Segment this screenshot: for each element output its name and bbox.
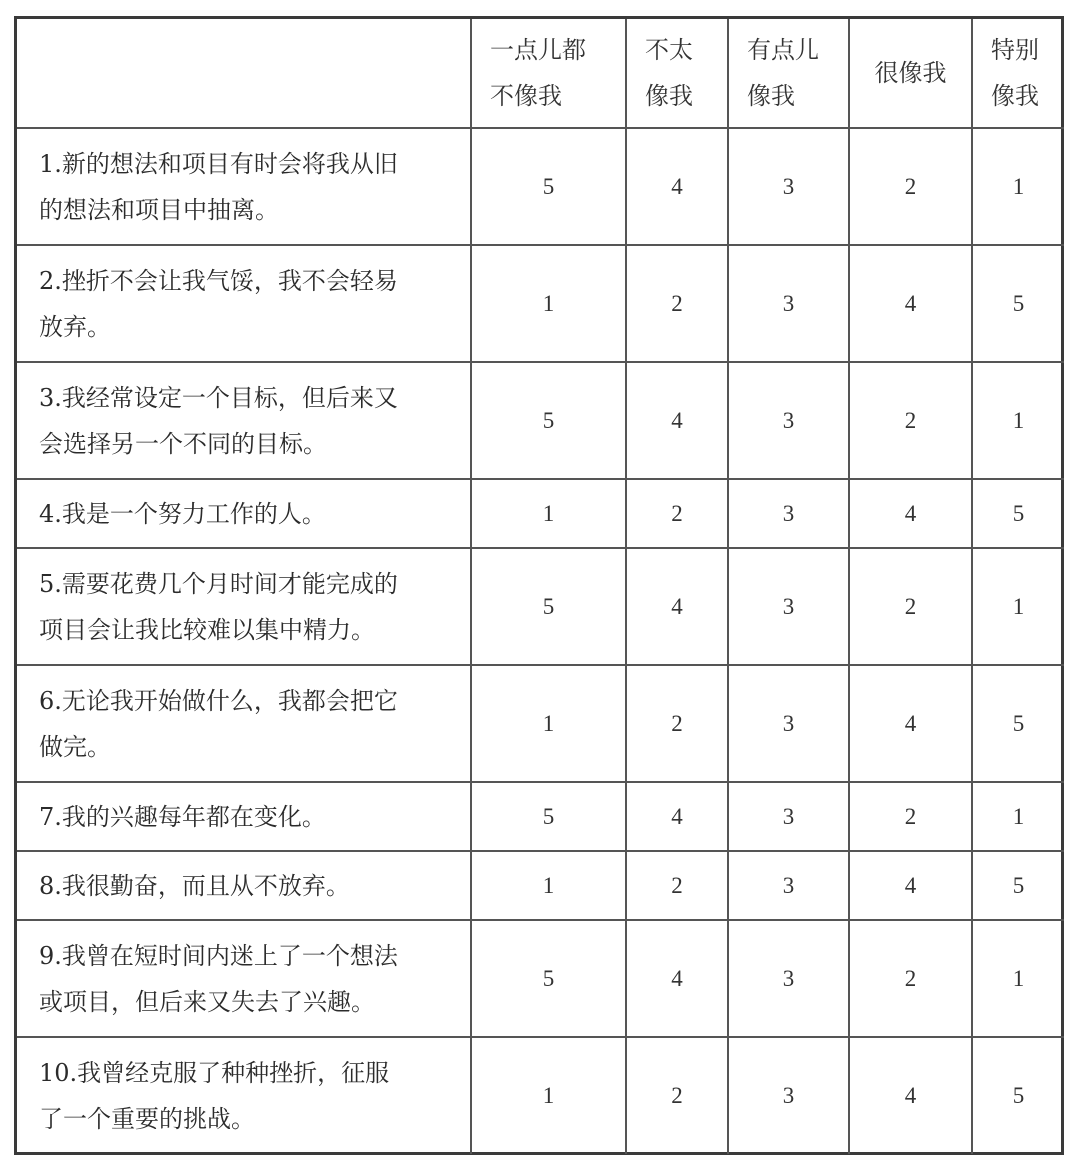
statement-line: 3.我经常设定一个目标，但后来又 (39, 383, 398, 412)
score-cell: 2 (849, 362, 972, 479)
score-cell: 5 (471, 782, 626, 851)
score-cell: 2 (626, 1037, 728, 1154)
score-cell: 1 (972, 782, 1064, 851)
score-cell: 5 (972, 665, 1064, 782)
score-cell: 4 (626, 548, 728, 665)
grit-scale-table (17, 19, 1064, 1154)
score-cell: 3 (728, 479, 849, 548)
header-line: 不像我 (490, 82, 562, 110)
header-line: 特别 (991, 36, 1039, 64)
score-cell: 1 (972, 362, 1064, 479)
statement-line: 放弃。 (39, 312, 111, 341)
header-line: 有点儿 (747, 36, 819, 64)
header-very-much-like-me (972, 19, 1064, 128)
item-statement (17, 128, 471, 245)
score-cell: 5 (471, 128, 626, 245)
score-cell: 4 (849, 245, 972, 362)
header-mostly-like-me (849, 19, 972, 128)
statement-line: 做完。 (39, 732, 111, 761)
score-cell: 3 (728, 665, 849, 782)
table-row (17, 1037, 1064, 1154)
score-cell: 3 (728, 851, 849, 920)
grit-scale-table-container (14, 16, 1064, 1155)
score-cell: 4 (626, 782, 728, 851)
score-cell: 5 (972, 851, 1064, 920)
header-row (17, 19, 1064, 128)
table-row (17, 782, 1064, 851)
header-line: 像我 (645, 82, 693, 110)
table-row (17, 362, 1064, 479)
score-cell: 5 (471, 362, 626, 479)
score-cell: 2 (849, 548, 972, 665)
score-cell: 2 (849, 920, 972, 1037)
header-line: 像我 (747, 82, 795, 110)
score-cell: 4 (849, 851, 972, 920)
statement-line: 10.我曾经克服了种种挫折，征服 (39, 1059, 390, 1087)
score-cell: 2 (626, 245, 728, 362)
score-cell: 4 (849, 479, 972, 548)
item-statement (17, 782, 471, 851)
item-statement (17, 1037, 471, 1154)
item-statement (17, 920, 471, 1037)
statement-line: 项目会让我比较难以集中精力。 (39, 615, 375, 644)
statement-line: 4.我是一个努力工作的人。 (39, 499, 326, 528)
statement-line: 9.我曾在短时间内迷上了一个想法 (39, 941, 398, 970)
score-cell: 1 (471, 1037, 626, 1154)
header-line: 一点儿都 (490, 36, 586, 64)
score-cell: 5 (471, 548, 626, 665)
score-cell: 2 (849, 128, 972, 245)
header-line: 不太 (645, 36, 693, 64)
table-row (17, 851, 1064, 920)
item-statement (17, 479, 471, 548)
score-cell: 1 (471, 479, 626, 548)
score-cell: 1 (471, 851, 626, 920)
table-row (17, 479, 1064, 548)
table-row (17, 128, 1064, 245)
score-cell: 1 (471, 665, 626, 782)
item-statement (17, 851, 471, 920)
header-not-like-me-at-all (471, 19, 626, 128)
score-cell: 5 (471, 920, 626, 1037)
header-line: 像我 (991, 82, 1039, 110)
score-cell: 3 (728, 128, 849, 245)
score-cell: 4 (849, 1037, 972, 1154)
statement-line: 6.无论我开始做什么，我都会把它 (39, 686, 398, 715)
item-statement (17, 245, 471, 362)
statement-line: 会选择另一个不同的目标。 (39, 429, 327, 458)
score-cell: 1 (972, 920, 1064, 1037)
score-cell: 4 (626, 128, 728, 245)
score-cell: 2 (626, 665, 728, 782)
item-statement (17, 548, 471, 665)
statement-line: 1.新的想法和项目有时会将我从旧 (39, 149, 398, 178)
header-line: 很像我 (874, 59, 947, 87)
item-statement (17, 362, 471, 479)
score-cell: 4 (626, 920, 728, 1037)
score-cell: 5 (972, 1037, 1064, 1154)
statement-line: 7.我的兴趣每年都在变化。 (39, 802, 326, 831)
statement-line: 5.需要花费几个月时间才能完成的 (39, 569, 398, 598)
score-cell: 2 (626, 479, 728, 548)
score-cell: 5 (972, 245, 1064, 362)
statement-line: 2.挫折不会让我气馁，我不会轻易 (39, 266, 398, 295)
score-cell: 2 (626, 851, 728, 920)
score-cell: 3 (728, 548, 849, 665)
score-cell: 1 (471, 245, 626, 362)
score-cell: 3 (728, 362, 849, 479)
table-row (17, 245, 1064, 362)
header-somewhat-like-me (728, 19, 849, 128)
score-cell: 4 (849, 665, 972, 782)
item-statement (17, 665, 471, 782)
table-row (17, 920, 1064, 1037)
score-cell: 3 (728, 245, 849, 362)
score-cell: 1 (972, 128, 1064, 245)
statement-line: 8.我很勤奋，而且从不放弃。 (39, 871, 350, 900)
statement-line: 的想法和项目中抽离。 (39, 195, 279, 224)
score-cell: 4 (626, 362, 728, 479)
score-cell: 1 (972, 548, 1064, 665)
table-row (17, 548, 1064, 665)
header-blank-cell (17, 19, 471, 128)
score-cell: 5 (972, 479, 1064, 548)
statement-line: 了一个重要的挑战。 (39, 1105, 255, 1133)
score-cell: 3 (728, 1037, 849, 1154)
score-cell: 3 (728, 920, 849, 1037)
score-cell: 3 (728, 782, 849, 851)
statement-line: 或项目，但后来又失去了兴趣。 (39, 987, 375, 1016)
table-row (17, 665, 1064, 782)
header-not-much-like-me (626, 19, 728, 128)
score-cell: 2 (849, 782, 972, 851)
